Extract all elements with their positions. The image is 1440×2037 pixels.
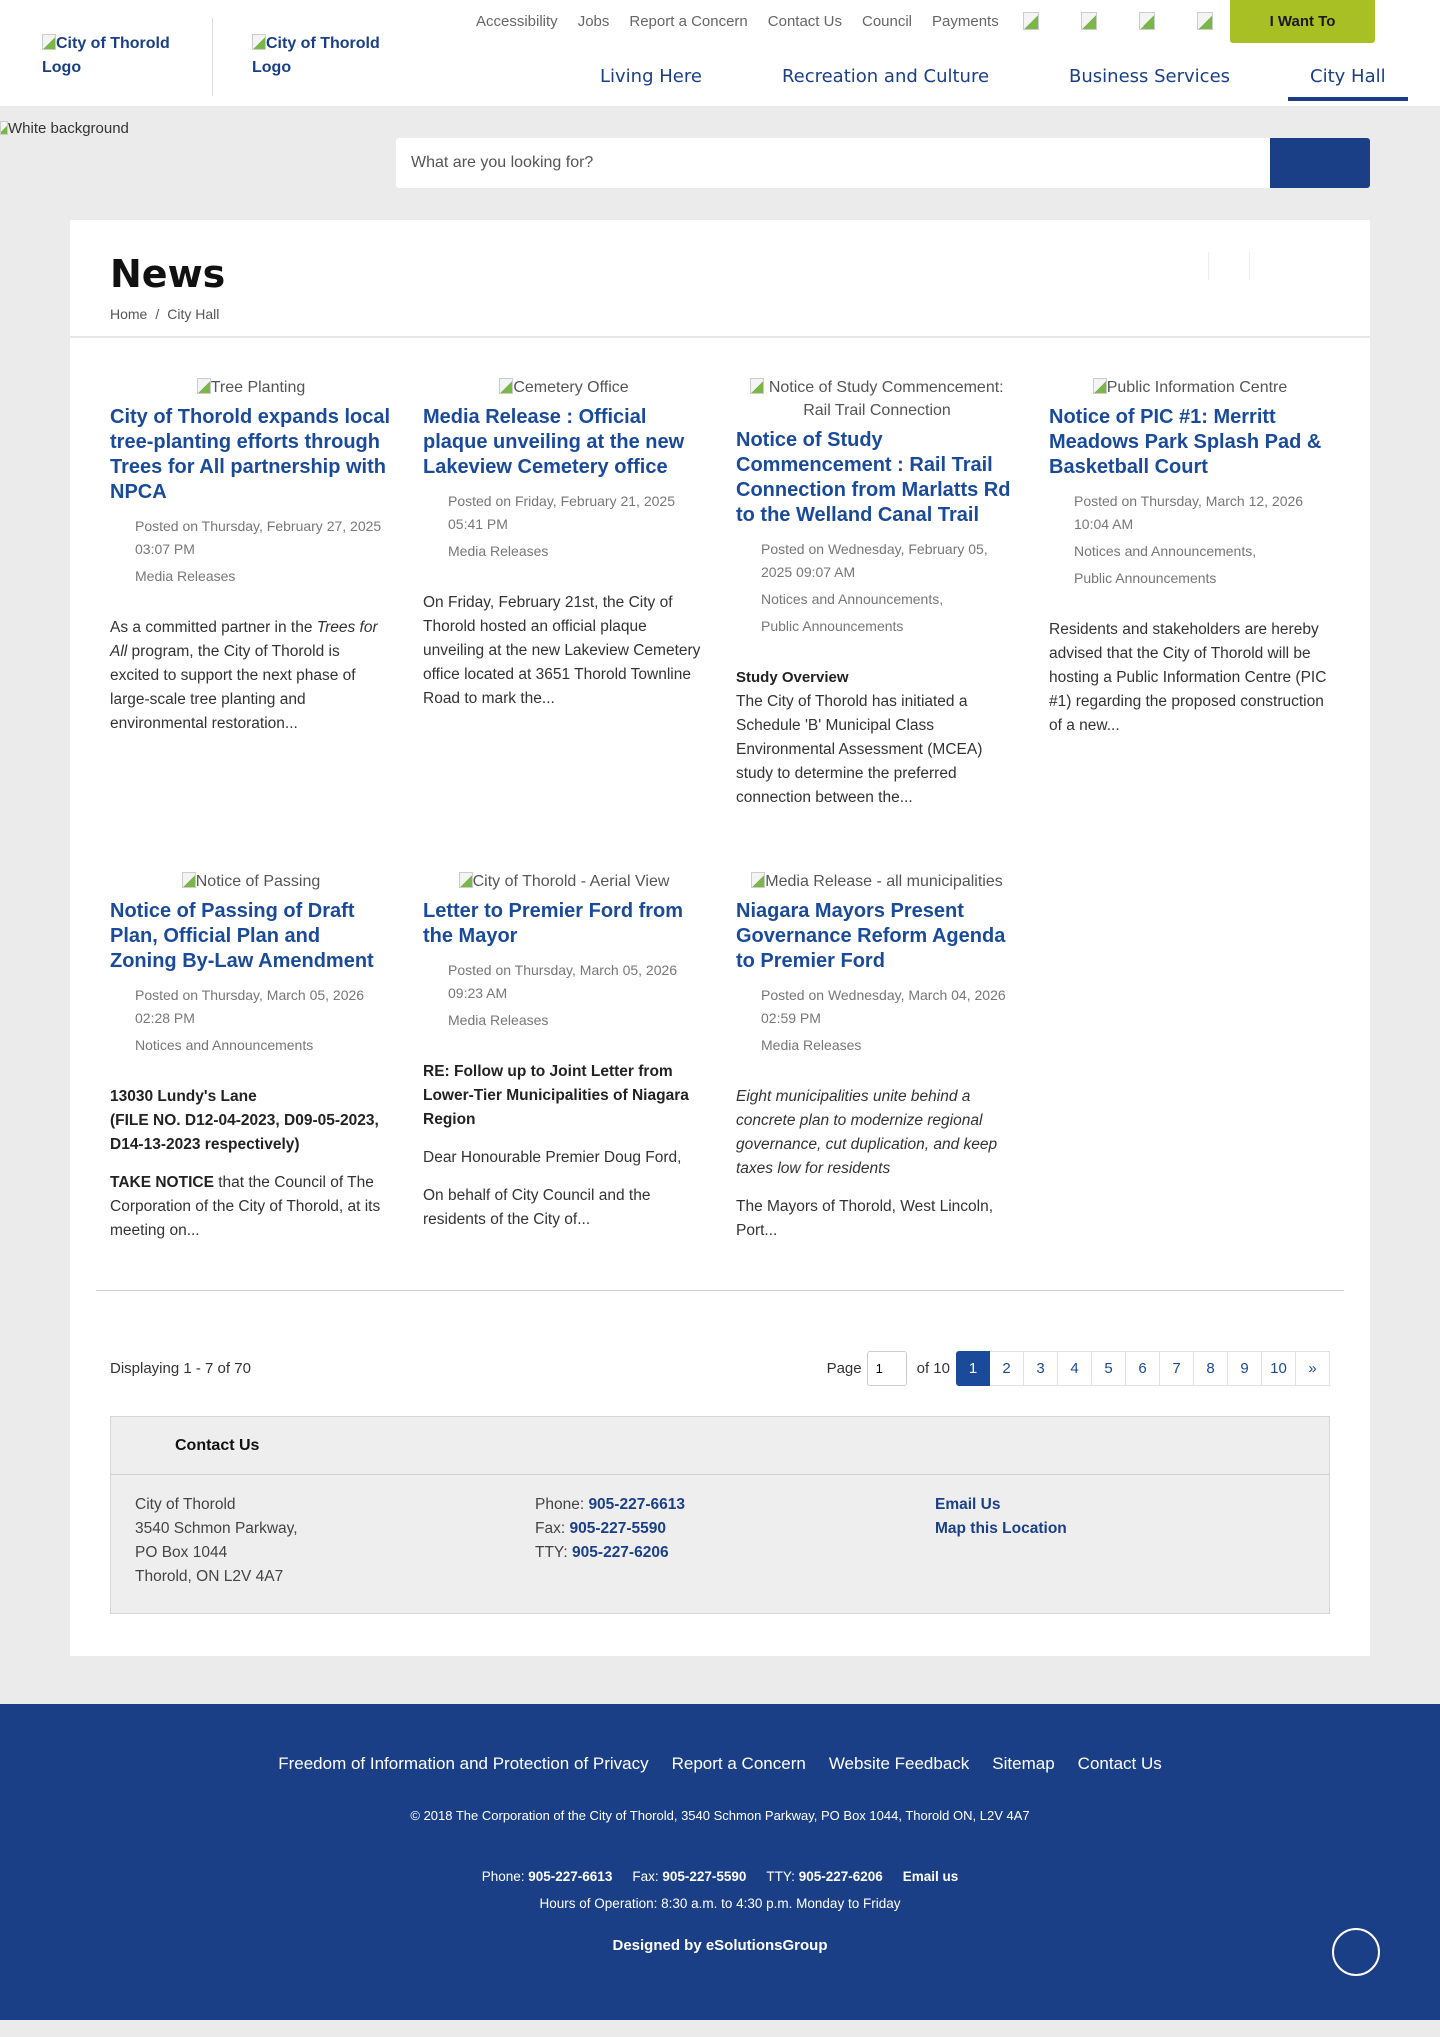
logo-alt-text: City of Thorold Logo (252, 35, 380, 76)
page-header (70, 220, 1370, 338)
news-image (423, 870, 705, 893)
phone-label: Phone: (481, 1869, 529, 1884)
broken-image-icon (499, 378, 513, 394)
footer-links (0, 1704, 1440, 1774)
news-image (736, 870, 1018, 893)
contact-box (110, 1416, 1330, 1614)
news-title-link[interactable]: City of Thorold expands local tree-planting efforts through Trees for All partnership with NPCA (110, 406, 391, 503)
page-link-6[interactable]: 6 (1126, 1351, 1160, 1386)
fax-link[interactable]: 905-227-5590 (569, 1520, 666, 1537)
fax-label: Fax: (535, 1520, 570, 1537)
search-input[interactable] (396, 138, 1270, 188)
posted-date: Posted on Thursday, February 27, 2025 03:07 PM (135, 518, 382, 557)
main-content (70, 220, 1370, 1656)
page-link-3[interactable]: 3 (1024, 1351, 1058, 1386)
page-number-input[interactable] (867, 1351, 907, 1386)
news-grid (70, 338, 1370, 1290)
posted-date: Posted on Thursday, March 12, 2026 10:04 AM (1074, 493, 1304, 532)
tty-number: 905-227-6206 (798, 1869, 883, 1884)
map-location-link[interactable]: Map this Location (935, 1520, 1067, 1537)
contact-links (935, 1493, 1305, 1589)
breadcrumb-city-hall[interactable]: City Hall (167, 306, 220, 322)
summary-bold-text: RE: Follow up to Joint Letter from Lower-Tier Municipalities of Niagara Region (423, 1063, 689, 1128)
summary-bold-text: TAKE NOTICE (110, 1174, 214, 1191)
image-alt-text: Public Information Centre (1106, 379, 1288, 396)
page-label: Page (826, 1360, 862, 1377)
email-us-link[interactable]: Email Us (935, 1496, 1001, 1513)
news-title-link[interactable]: Notice of Passing of Draft Plan, Official Plan and Zoning By-Law Amendment (110, 900, 374, 972)
summary-text: The City of Thorold has initiated a Schedule 'B' Municipal Class Environmental Assessment (MCEA) study to determine the preferred connection between the... (736, 693, 983, 806)
designed-by-link[interactable]: Designed by eSolutionsGroup (612, 1937, 828, 1954)
city-logo-link[interactable] (42, 32, 192, 80)
news-item (736, 376, 1018, 870)
news-image (736, 376, 1018, 422)
news-summary (1049, 618, 1331, 738)
next-page-button[interactable]: » (1296, 1351, 1330, 1386)
news-summary (110, 1085, 392, 1243)
image-alt-text: Tree Planting (210, 379, 306, 396)
summary-text: On Friday, February 21st, the City of Thorold hosted an official plaque unveiling at the new Lakeview Cemetery office located at 3651 Thorold Townline Road to mark the... (423, 594, 701, 707)
contact-heading: Contact Us (111, 1417, 1329, 1475)
news-summary (423, 1060, 705, 1232)
posted-date: Posted on Thursday, March 05, 2026 02:28 PM (135, 987, 365, 1026)
news-category: Media Releases (448, 543, 549, 559)
site-header (0, 0, 1440, 106)
news-summary (110, 616, 392, 736)
news-category: Notices and Announcements, (1074, 543, 1257, 559)
i-want-to-button[interactable]: I Want To (1230, 0, 1375, 43)
news-title-link[interactable]: Notice of Study Commencement : Rail Trail Connection from Marlatts Rd to the Welland Canal Trail (736, 429, 1011, 526)
news-item (110, 870, 392, 1290)
utility-link-contact-us[interactable]: Contact Us (767, 12, 842, 30)
search-button[interactable] (1270, 138, 1370, 188)
fax-number: 905-227-5590 (662, 1869, 747, 1884)
broken-image-icon (42, 34, 56, 50)
utility-link-jobs[interactable]: Jobs (577, 12, 610, 30)
page-link-1[interactable]: 1 (956, 1351, 990, 1386)
image-alt-text: Notice of Study Commencement: Rail Trail Connection (768, 379, 1004, 419)
footer-tty-link[interactable] (799, 1869, 883, 1884)
posted-date: Posted on Wednesday, February 05, 2025 09:07 AM (761, 541, 988, 580)
search-area (0, 106, 1440, 220)
news-meta (110, 984, 392, 1057)
footer-phone-link[interactable] (528, 1869, 612, 1884)
breadcrumb-separator: / (155, 306, 160, 322)
news-category: Media Releases (761, 1037, 862, 1053)
background-alt-text: White background (8, 120, 129, 137)
tty-label: TTY: (766, 1869, 799, 1884)
phone-link[interactable]: 905-227-6613 (588, 1496, 685, 1513)
tty-link[interactable]: 905-227-6206 (572, 1544, 669, 1561)
footer-link-report-concern[interactable]: Report a Concern (671, 1754, 806, 1773)
summary-text: As a committed partner in the (110, 619, 317, 636)
pagination (827, 1351, 1330, 1386)
posted-date: Posted on Wednesday, March 04, 2026 02:59 PM (761, 987, 1006, 1026)
summary-emphasis: Trees for All (110, 619, 378, 660)
page-link-9[interactable]: 9 (1228, 1351, 1262, 1386)
address-line: 3540 Schmon Parkway, (135, 1520, 298, 1537)
news-meta (736, 984, 1018, 1057)
page-link-8[interactable]: 8 (1194, 1351, 1228, 1386)
footer-fax-link[interactable] (662, 1869, 746, 1884)
main-nav (560, 62, 1426, 99)
footer-contact (0, 1869, 1440, 1884)
summary-bold-text: (FILE NO. D12-04-2023, D09-05-2023, D14-13-2023 respectively) (110, 1112, 379, 1153)
content-spacer (70, 1614, 1370, 1656)
summary-text: On behalf of City Council and the residents of the City of... (423, 1187, 651, 1228)
hours-of-operation: Hours of Operation: 8:30 a.m. to 4:30 p.m. Monday to Friday (539, 1896, 901, 1911)
news-item (736, 870, 1018, 1290)
address-line: PO Box 1044 (135, 1544, 228, 1561)
contact-address (135, 1493, 535, 1589)
page-total-label: of 10 (916, 1360, 950, 1377)
city-logo-link-secondary[interactable] (252, 32, 402, 80)
news-item (1049, 376, 1331, 870)
footer-link-sitemap[interactable]: Sitemap (992, 1754, 1055, 1773)
news-category: Public Announcements (1074, 570, 1217, 586)
contact-numbers (535, 1493, 935, 1589)
utility-link-payments[interactable]: Payments (932, 12, 999, 30)
copyright: © 2018 The Corporation of the City of Thorold, 3540 Schmon Parkway, PO Box 1044, Thorold ON, L2V 4A7 (410, 1808, 1030, 1823)
social-icon-1[interactable] (1023, 12, 1039, 30)
page-link-7[interactable]: 7 (1160, 1351, 1194, 1386)
news-image (110, 376, 392, 399)
page-tools (1208, 252, 1250, 280)
broken-image-icon (197, 378, 211, 394)
news-summary (736, 666, 1018, 810)
page-link-4[interactable]: 4 (1058, 1351, 1092, 1386)
summary-text: The Mayors of Thorold, West Lincoln, Port... (736, 1198, 994, 1239)
news-item (110, 376, 392, 870)
logo-divider (212, 18, 213, 96)
news-category: Public Announcements (761, 618, 904, 634)
image-alt-text: Media Release - all municipalities (765, 873, 1003, 890)
broken-image-icon (252, 34, 266, 50)
summary-text: Residents and stakeholders are hereby advised that the City of Thorold will be hosting a Public Information Centre (PIC #1) regarding the proposed construction of a new... (1049, 621, 1327, 734)
summary-text: Dear Honourable Premier Doug Ford, (423, 1149, 682, 1166)
social-icon-4[interactable] (1197, 12, 1213, 30)
image-alt-text: Notice of Passing (195, 873, 321, 890)
address-line: City of Thorold (135, 1496, 236, 1513)
news-category: Media Releases (135, 568, 236, 584)
tty-label: TTY: (535, 1544, 573, 1561)
broken-image-icon (182, 872, 196, 888)
site-footer (0, 1704, 1440, 2020)
social-icon-3[interactable] (1139, 12, 1155, 30)
news-title-link[interactable]: Notice of PIC #1: Merritt Meadows Park Splash Pad & Basketball Court (1049, 406, 1322, 478)
page-link-2[interactable]: 2 (990, 1351, 1024, 1386)
contact-body (111, 1475, 1329, 1613)
summary-italic-text: Eight municipalities unite behind a concrete plan to modernize regional governance, cut duplication, and keep taxes low for residents (736, 1088, 998, 1177)
fax-label: Fax: (632, 1869, 663, 1884)
pagination-row (70, 1291, 1370, 1416)
tool-divider (1249, 252, 1250, 280)
news-image (110, 870, 392, 893)
summary-bold-text: 13030 Lundy's Lane (110, 1088, 257, 1105)
image-alt-text: Cemetery Office (513, 379, 629, 396)
news-summary (736, 1085, 1018, 1243)
footer-link-website-feedback[interactable]: Website Feedback (828, 1754, 970, 1773)
utility-link-report-concern[interactable]: Report a Concern (629, 12, 748, 30)
breadcrumb (110, 306, 1330, 322)
news-summary (423, 591, 705, 711)
broken-image-icon (1093, 378, 1107, 394)
background-image-alt (0, 120, 129, 137)
page-link-10[interactable]: 10 (1262, 1351, 1296, 1386)
news-meta (1049, 490, 1331, 590)
utility-nav (476, 12, 1291, 30)
social-icon-2[interactable] (1081, 12, 1097, 30)
footer-link-foi[interactable]: Freedom of Information and Protection of Privacy (278, 1754, 649, 1773)
news-item (423, 376, 705, 870)
news-title-link[interactable]: Media Release : Official plaque unveiling at the new Lakeview Cemetery office (423, 406, 685, 478)
news-title-link[interactable]: Letter to Premier Ford from the Mayor (423, 900, 684, 947)
utility-link-council[interactable]: Council (861, 12, 913, 30)
news-meta (423, 490, 705, 563)
image-alt-text: City of Thorold - Aerial View (472, 873, 670, 890)
broken-image-icon (750, 378, 764, 394)
nav-living-here[interactable]: Living Here (600, 66, 702, 87)
nav-recreation-culture[interactable]: Recreation and Culture (781, 66, 990, 87)
posted-date: Posted on Thursday, March 05, 2026 09:23 AM (448, 962, 678, 1001)
news-image (423, 376, 705, 399)
phone-label: Phone: (535, 1496, 589, 1513)
email-text: Email us (902, 1869, 959, 1884)
broken-image-icon (0, 121, 8, 135)
breadcrumb-home[interactable]: Home (110, 306, 148, 322)
utility-link-accessibility[interactable]: Accessibility (476, 12, 558, 30)
logo-alt-text: City of Thorold Logo (42, 35, 170, 76)
footer-email-link[interactable] (903, 1869, 959, 1884)
address-line: Thorold, ON L2V 4A7 (135, 1568, 284, 1585)
broken-image-icon (751, 872, 765, 888)
page-link-5[interactable]: 5 (1092, 1351, 1126, 1386)
news-meta (110, 515, 392, 588)
phone-number: 905-227-6613 (528, 1869, 613, 1884)
back-to-top-button[interactable] (1332, 1928, 1380, 1976)
news-image (1049, 376, 1331, 399)
news-meta (423, 959, 705, 1032)
news-category: Notices and Announcements, (761, 591, 944, 607)
news-meta (736, 538, 1018, 638)
summary-subheading: Study Overview (736, 669, 849, 686)
nav-business-services[interactable]: Business Services (1069, 66, 1231, 87)
summary-text: that the Council of The Corporation of the City of Thorold, at its meeting on... (110, 1174, 381, 1239)
nav-city-hall[interactable]: City Hall (1310, 62, 1386, 99)
posted-date: Posted on Friday, February 21, 2025 05:41 PM (448, 493, 675, 532)
summary-text: program, the City of Thorold is excited to support the next phase of large-scale tree planting and environmental restoration... (110, 643, 356, 732)
search-box (396, 138, 1370, 188)
news-category: Notices and Announcements (135, 1037, 314, 1053)
page-title: News (110, 252, 226, 296)
news-category: Media Releases (448, 1012, 549, 1028)
tool-divider (1208, 252, 1209, 280)
news-item (423, 870, 705, 1290)
news-title-link[interactable]: Niagara Mayors Present Governance Reform Agenda to Premier Ford (736, 900, 1006, 972)
broken-image-icon (459, 872, 473, 888)
footer-link-contact-us[interactable]: Contact Us (1077, 1754, 1162, 1773)
display-count: Displaying 1 - 7 of 70 (110, 1360, 251, 1377)
designed-by (0, 1937, 1440, 1954)
